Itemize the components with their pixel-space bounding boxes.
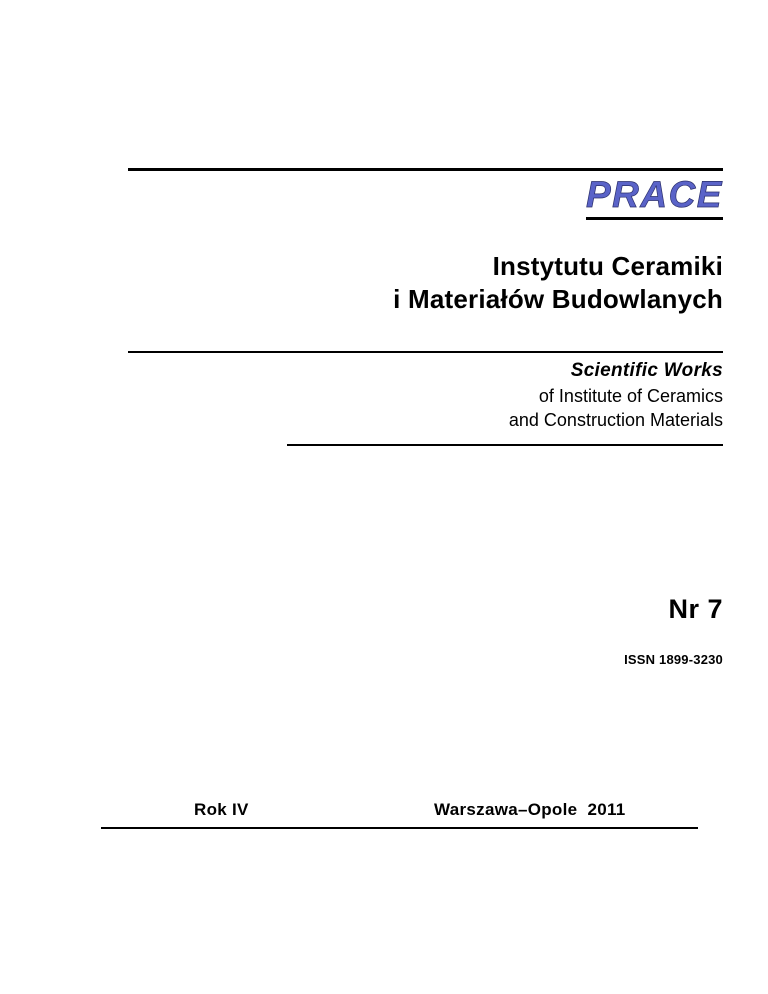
page-title-line-1: Instytutu Ceramiki [492, 251, 723, 281]
english-subtitle-heading: Scientific Works [570, 360, 723, 381]
english-subtitle-line-1: of Institute of Ceramics [538, 386, 723, 406]
middle-divider-rule [128, 351, 723, 353]
bottom-divider-rule [101, 827, 698, 829]
page-title [128, 250, 723, 317]
footer [101, 800, 698, 822]
top-divider-rule [128, 168, 723, 171]
journal-wordmark: PRACE [586, 176, 723, 220]
page-title-line-2: i Materiałów Budowlanych [393, 284, 723, 315]
subtitle-divider-rule [287, 444, 723, 446]
issue-number: Nr 7 [668, 594, 723, 624]
footer-place-date: Warszawa–Opole 2011 [434, 800, 626, 819]
masthead [128, 176, 723, 220]
english-subtitle-line-2: and Construction Materials [508, 410, 723, 431]
footer-year-label: Rok IV [194, 800, 249, 819]
issn-code: ISSN 1899-3230 [624, 652, 723, 667]
english-subtitle [128, 360, 723, 433]
